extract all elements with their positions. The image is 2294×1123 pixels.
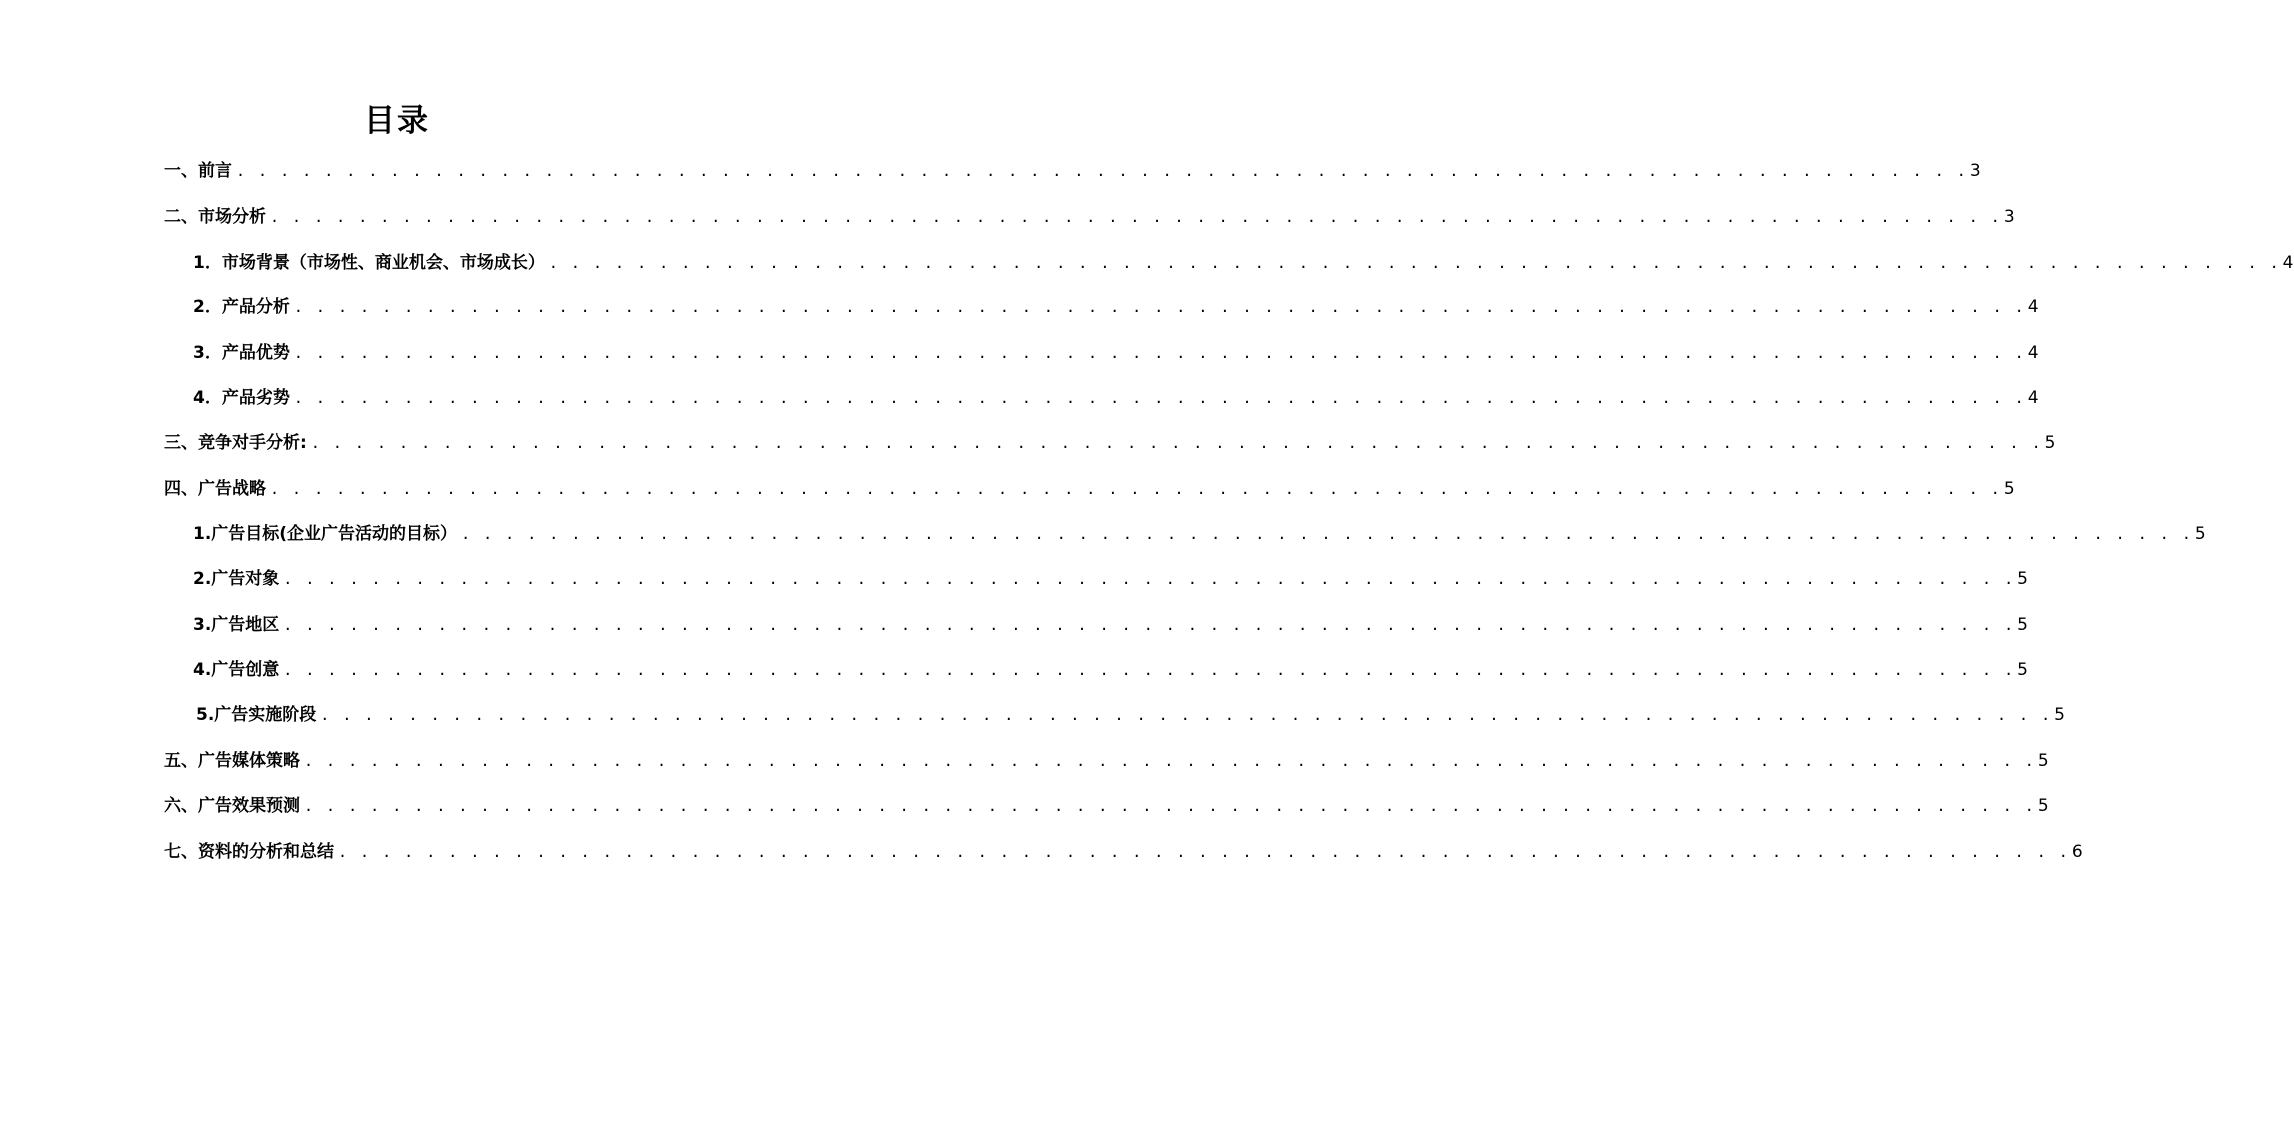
- toc-entry[interactable]: [193, 385, 2039, 411]
- toc-entry-label: 三、竞争对手分析:: [164, 433, 307, 453]
- toc-page-number: 4: [2027, 343, 2039, 363]
- toc-page-number: 4: [2282, 253, 2294, 273]
- toc-leader-dots: . . . . . . . . . . . . . . . . . . . . . . . . . . . . . . . . . . . . . . . . . . . . . . . . . . . . . . . . . . . . . . . . . . . . . . . . . . . . . . .: [461, 525, 2193, 543]
- toc-entry[interactable]: [193, 612, 2028, 638]
- toc-page-number: 5: [2017, 569, 2028, 589]
- toc-entry[interactable]: [164, 748, 2049, 774]
- toc-page-number: 5: [2194, 524, 2206, 544]
- toc-page-number: 6: [2071, 842, 2083, 862]
- toc-leader-dots: . . . . . . . . . . . . . . . . . . . . . . . . . . . . . . . . . . . . . . . . . . . . . . . . . . . . . . . . . . . . . . . . . . . . . . . . . . . . . . .: [283, 570, 2016, 588]
- toc-entry[interactable]: [193, 250, 2294, 276]
- toc-entry[interactable]: [193, 340, 2039, 366]
- toc-entry[interactable]: [193, 294, 2039, 320]
- toc-leader-dots: . . . . . . . . . . . . . . . . . . . . . . . . . . . . . . . . . . . . . . . . . . . . . . . . . . . . . . . . . . . . . . . . . . . . . . . . . . . . . . .: [293, 389, 2026, 407]
- toc-entry-label: 4.广告创意: [193, 660, 280, 680]
- toc-entry[interactable]: [193, 521, 2206, 547]
- toc-entry-label: 2.广告对象: [193, 569, 280, 589]
- toc-entry[interactable]: [164, 839, 2083, 865]
- toc-leader-dots: . . . . . . . . . . . . . . . . . . . . . . . . . . . . . . . . . . . . . . . . . . . . . . . . . . . . . . . . . . . . . . . . . . . . . . . . . . . . . . .: [310, 434, 2043, 452]
- toc-leader-dots: . . . . . . . . . . . . . . . . . . . . . . . . . . . . . . . . . . . . . . . . . . . . . . . . . . . . . . . . . . . . . . . . . . . . . . . . . . . . . . .: [293, 298, 2026, 316]
- toc-entry[interactable]: [164, 204, 2015, 230]
- toc-leader-dots: . . . . . . . . . . . . . . . . . . . . . . . . . . . . . . . . . . . . . . . . . . . . . . . . . . . . . . . . . . . . . . . . . . . . . . . . . . . . . . .: [338, 843, 2070, 861]
- toc-page-number: 4: [2027, 388, 2039, 408]
- toc-entry[interactable]: [196, 702, 2065, 728]
- toc-leader-dots: . . . . . . . . . . . . . . . . . . . . . . . . . . . . . . . . . . . . . . . . . . . . . . . . . . . . . . . . . . . . . . . . . . . . . . . . . . . . . . .: [320, 706, 2053, 724]
- toc-leader-dots: . . . . . . . . . . . . . . . . . . . . . . . . . . . . . . . . . . . . . . . . . . . . . . . . . . . . . . . . . . . . . . . . . . . . . . . . . . . . . . .: [236, 162, 1968, 180]
- toc-page-number: 5: [2044, 433, 2056, 453]
- toc-page-number: 5: [2054, 705, 2065, 725]
- toc-entry-label: 六、广告效果预测: [164, 796, 300, 816]
- toc-page-number: 5: [2017, 660, 2028, 680]
- toc-leader-dots: . . . . . . . . . . . . . . . . . . . . . . . . . . . . . . . . . . . . . . . . . . . . . . . . . . . . . . . . . . . . . . . . . . . . . . . . . . . . . . .: [304, 797, 2036, 815]
- toc-entry-label: 七、资料的分析和总结: [164, 842, 334, 862]
- toc-entry-label: 1.广告目标(企业广告活动的目标）: [193, 524, 458, 544]
- toc-page-number: 5: [2037, 751, 2049, 771]
- toc-entry[interactable]: [164, 793, 2049, 819]
- toc-entry-label: 五、广告媒体策略: [164, 751, 300, 771]
- toc-entry[interactable]: [193, 566, 2028, 592]
- toc-leader-dots: . . . . . . . . . . . . . . . . . . . . . . . . . . . . . . . . . . . . . . . . . . . . . . . . . . . . . . . . . . . . . . . . . . . . . . . . . . . . . . .: [293, 344, 2026, 362]
- toc-page-number: 5: [2017, 615, 2028, 635]
- toc-entry-label: 1．市场背景（市场性、商业机会、市场成长）: [193, 253, 545, 273]
- toc-entry[interactable]: [164, 430, 2056, 456]
- toc-entry-label: 5.广告实施阶段: [196, 705, 317, 725]
- toc-leader-dots: . . . . . . . . . . . . . . . . . . . . . . . . . . . . . . . . . . . . . . . . . . . . . . . . . . . . . . . . . . . . . . . . . . . . . . . . . . . . . . .: [283, 661, 2016, 679]
- toc-entry-label: 一、前言: [164, 161, 232, 181]
- toc-leader-dots: . . . . . . . . . . . . . . . . . . . . . . . . . . . . . . . . . . . . . . . . . . . . . . . . . . . . . . . . . . . . . . . . . . . . . . . . . . . . . . .: [548, 254, 2281, 272]
- toc-leader-dots: . . . . . . . . . . . . . . . . . . . . . . . . . . . . . . . . . . . . . . . . . . . . . . . . . . . . . . . . . . . . . . . . . . . . . . . . . . . . . . .: [270, 208, 2002, 226]
- toc-leader-dots: . . . . . . . . . . . . . . . . . . . . . . . . . . . . . . . . . . . . . . . . . . . . . . . . . . . . . . . . . . . . . . . . . . . . . . . . . . . . . . .: [283, 616, 2016, 634]
- toc-entry-label: 3.广告地区: [193, 615, 280, 635]
- toc-entry-label: 4．产品劣势: [193, 388, 290, 408]
- toc-entry-label: 四、广告战略: [164, 479, 266, 499]
- toc-page-number: 3: [2003, 207, 2015, 227]
- toc-entry-label: 二、市场分析: [164, 207, 266, 227]
- page-title: 目录: [364, 103, 430, 139]
- toc-page-number: 4: [2027, 297, 2039, 317]
- toc-entry[interactable]: [164, 158, 1981, 184]
- toc-leader-dots: . . . . . . . . . . . . . . . . . . . . . . . . . . . . . . . . . . . . . . . . . . . . . . . . . . . . . . . . . . . . . . . . . . . . . . . . . . . . . . .: [304, 752, 2036, 770]
- toc-entry[interactable]: [164, 476, 2015, 502]
- toc-entry[interactable]: [193, 657, 2028, 683]
- toc-leader-dots: . . . . . . . . . . . . . . . . . . . . . . . . . . . . . . . . . . . . . . . . . . . . . . . . . . . . . . . . . . . . . . . . . . . . . . . . . . . . . . .: [270, 480, 2002, 498]
- toc-page-number: 5: [2037, 796, 2049, 816]
- toc-page-number: 3: [1969, 161, 1981, 181]
- toc-entry-label: 3．产品优势: [193, 343, 290, 363]
- toc-entry-label: 2．产品分析: [193, 297, 290, 317]
- toc-page-number: 5: [2003, 479, 2015, 499]
